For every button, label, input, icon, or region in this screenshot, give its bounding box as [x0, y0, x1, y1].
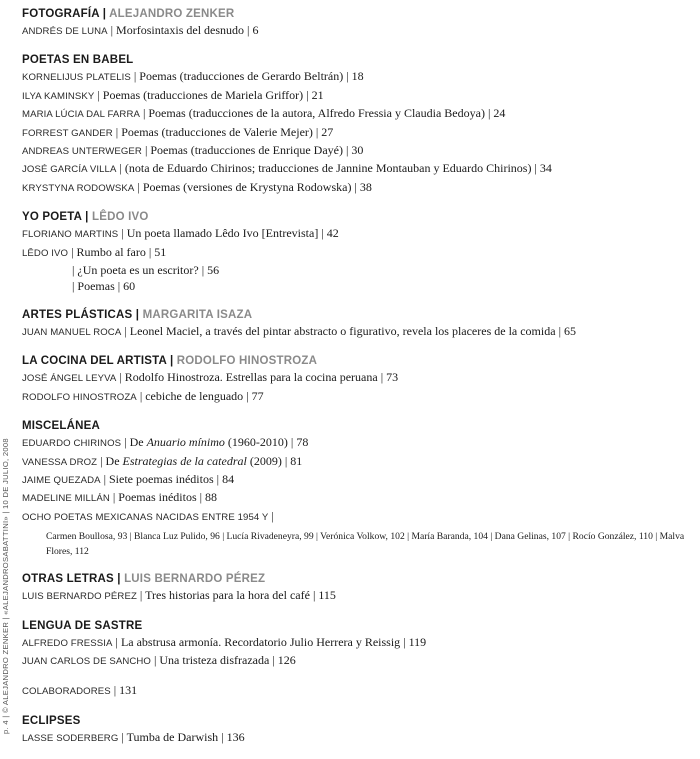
entry-author: FORREST GANDER	[22, 127, 113, 139]
section-heading	[22, 353, 698, 369]
group-item-name: Carmen Boullosa	[46, 531, 113, 543]
entry-page: 119	[408, 634, 427, 649]
table-of-contents	[22, 6, 698, 759]
group-item-page: 93	[117, 531, 128, 543]
section-editor: MARGARITA ISAZA	[142, 308, 253, 321]
section-title: MISCELÁNEA	[22, 420, 101, 433]
toc-section	[22, 52, 698, 197]
section-title: ARTES PLÁSTICAS	[22, 308, 133, 321]
entry-page: 38	[359, 179, 372, 194]
section-editor: RODOLFO HINOSTROZA	[176, 355, 318, 368]
toc-entry: | ¿Un poeta es un escritor? | 56	[72, 263, 220, 278]
toc-section	[22, 682, 698, 700]
group-item-page: 104	[473, 531, 488, 543]
entry-title: Poemas (traducciones de la autora, Alfredo Fressia y Claudia Bedoya)	[148, 106, 485, 121]
entry-page: 136	[226, 729, 245, 744]
section-editor: LÊDO IVO	[91, 211, 149, 224]
toc-section	[22, 571, 698, 605]
entry-title: (2009)	[246, 453, 282, 468]
section-heading	[22, 618, 698, 634]
section-heading	[22, 209, 698, 225]
entry-author: ANDREAS UNTERWEGER	[22, 146, 142, 158]
section-heading	[22, 713, 698, 729]
heading-separator: |	[81, 211, 92, 224]
entry-author: JOSÉ ÁNGEL LEYVA	[22, 373, 117, 385]
group-item-name: Verónica Volkow	[320, 531, 386, 543]
entry-title: Tumba de Darwish	[126, 729, 219, 744]
entry-page: 73	[386, 370, 399, 385]
entry-page: 6	[252, 23, 259, 37]
group-item-name: María Baranda	[411, 531, 469, 543]
group-item-page: 99	[304, 531, 314, 543]
section-editor: ALEJANDRO ZENKER	[109, 8, 235, 20]
entry-page: 27	[321, 124, 334, 139]
entry-page: 42	[326, 226, 339, 241]
entry-title: Morfosintaxis del desnudo	[116, 23, 245, 37]
entry-title: Poemas inéditos	[118, 490, 197, 505]
entry-title: Rodolfo Hinostroza. Estrellas para la cocina peruana	[124, 370, 378, 385]
section-title: ECLIPSES	[22, 714, 81, 727]
toc-entry: KORNELIJUS PLATELIS | Poemas (traducciones de Gerardo Beltrán) | 18	[22, 69, 364, 84]
entry-title: Un poeta llamado Lêdo Ivo [Entrevista]	[126, 226, 319, 241]
entry-title-italic: Anuario mínimo	[146, 435, 225, 450]
entry-author: LÊDO IVO	[22, 247, 69, 259]
heading-separator: |	[166, 355, 177, 368]
toc-entry: EDUARDO CHIRINOS | De Anuario mínimo (1960-2010) | 78	[22, 435, 309, 450]
toc-entry: FLORIANO MARTINS | Un poeta llamado Lêdo Ivo [Entrevista] | 42	[22, 226, 339, 241]
group-item-page: 107	[551, 531, 566, 543]
entry-author: COLABORADORES	[22, 686, 111, 698]
toc-section	[22, 353, 698, 406]
group-item-page: 102	[390, 531, 405, 543]
entry-author: FLORIANO MARTINS	[22, 229, 119, 241]
entry-page: 34	[539, 161, 552, 176]
sidebar-credit: p. 4 | © ALEJANDRO ZENKER | «ALEJANDROSABATTINI» | 10 DE JULIO, 2008	[1, 438, 10, 734]
heading-separator: |	[113, 573, 125, 586]
entry-author: JOSÉ GARCÍA VILLA	[22, 164, 117, 176]
toc-entry: ANDREAS UNTERWEGER | Poemas (traducciones de Enrique Dayé) | 30	[22, 143, 364, 158]
entry-page: 60	[123, 279, 136, 294]
entry-page: 115	[318, 588, 336, 603]
entry-page: 30	[351, 143, 364, 158]
entry-author: EDUARDO CHIRINOS	[22, 438, 122, 450]
toc-entry: LUIS BERNARDO PÉREZ | Tres historias para la hora del café | 115	[22, 588, 336, 603]
group-item-name: Malva Flores	[46, 531, 685, 557]
toc-entry: RODOLFO HINOSTROZA | cebiche de lenguado | 77	[22, 388, 264, 403]
entry-title: Poemas (traducciones de Valerie Mejer)	[121, 124, 313, 139]
entry-author: ILYA KAMINSKY	[22, 90, 95, 102]
entry-author: LASSE SODERBERG	[22, 732, 119, 744]
entry-page: 126	[277, 652, 296, 667]
group-list: Carmen Boullosa, 93 | Blanca Luz Pulido, 96 | Lucía Rivadeneyra, 99 | Verónica Volkow, 102 | María Baranda, 104 | Dana Gelinas, 107 | Rocío González, 110 | Malva Flores, 112	[46, 531, 685, 557]
entry-author: LUIS BERNARDO PÉREZ	[22, 591, 137, 603]
section-title: YO POETA	[22, 211, 82, 224]
toc-entry: ANDRÉS DE LUNA | Morfosintaxis del desnudo | 6	[22, 23, 259, 37]
section-heading	[22, 52, 698, 68]
section-title: POETAS EN BABEL	[22, 54, 134, 67]
entry-title-prefix: De	[105, 453, 123, 468]
entry-title: Leonel Maciel, a través del pintar abstracto o figurativo, revela los placeres de la comida	[129, 323, 556, 338]
group-item-name: Blanca Luz Pulido	[134, 531, 206, 543]
entry-author: ALFREDO FRESSIA	[22, 637, 113, 649]
entry-page: 81	[290, 453, 303, 468]
toc-entry: FORREST GANDER | Poemas (traducciones de Valerie Mejer) | 27	[22, 124, 334, 139]
toc-entry: JOSÉ GARCÍA VILLA | (nota de Eduardo Chirinos; traducciones de Jannine Montauban y Eduardo Chirinos) | 34	[22, 161, 552, 176]
heading-separator: |	[132, 308, 143, 321]
group-item-name: Lucía Rivadeneyra	[226, 531, 300, 543]
entry-title: Poemas	[77, 279, 115, 294]
heading-separator: |	[99, 8, 110, 20]
entry-page: 88	[205, 490, 218, 505]
toc-entry: MARIA LÚCIA DAL FARRA | Poemas (traducciones de la autora, Alfredo Fressia y Claudia Bedoya) | 24	[22, 106, 506, 121]
entry-title-prefix: De	[129, 435, 147, 450]
group-entry: OCHO POETAS MEXICANAS NACIDAS ENTRE 1954 Y |	[22, 508, 274, 523]
entry-author: JUAN CARLOS DE SANCHO	[22, 655, 151, 667]
entry-title: Tres historias para la hora del café	[145, 588, 310, 603]
entry-title: Poemas (versiones de Krystyna Rodowska)	[142, 179, 352, 194]
section-title: LA COCINA DEL ARTISTA	[22, 355, 167, 368]
toc-entry: VANESSA DROZ | De Estrategias de la catedral (2009) | 81	[22, 453, 303, 468]
toc-section	[22, 418, 698, 559]
section-title: LENGUA DE SASTRE	[22, 619, 143, 632]
group-item-page: 112	[74, 545, 89, 557]
entry-title: Siete poemas inéditos	[109, 471, 214, 486]
entry-title: (1960-2010)	[224, 435, 288, 450]
entry-title: Rumbo al faro	[76, 244, 146, 259]
entry-title: Poemas (traducciones de Enrique Dayé)	[150, 143, 343, 158]
section-title: FOTOGRAFÍA	[22, 8, 100, 20]
entry-title-italic: Estrategias de la catedral	[122, 453, 247, 468]
entry-author: KORNELIJUS PLATELIS	[22, 72, 131, 84]
toc-entry: LASSE SODERBERG | Tumba de Darwish | 136	[22, 729, 245, 744]
entry-page: 18	[351, 69, 364, 84]
entry-title: Poemas (traducciones de Gerardo Beltrán)	[139, 69, 344, 84]
group-item-page: 110	[638, 531, 653, 543]
section-heading	[22, 6, 698, 22]
group-label: OCHO POETAS MEXICANAS NACIDAS ENTRE 1954 Y	[22, 511, 269, 523]
entry-page: 51	[154, 244, 167, 259]
entry-author: JAIME QUEZADA	[22, 474, 101, 486]
section-editor: LUIS BERNARDO PÉREZ	[124, 573, 266, 586]
entry-author: KRYSTYNA RODOWSKA	[22, 182, 135, 194]
entry-title: (nota de Eduardo Chirinos; traducciones de Jannine Montauban y Eduardo Chirinos)	[124, 161, 532, 176]
toc-section	[22, 6, 698, 40]
entry-page: 78	[296, 435, 309, 450]
toc-section	[22, 618, 698, 671]
toc-entry: KRYSTYNA RODOWSKA | Poemas (versiones de Krystyna Rodowska) | 38	[22, 179, 372, 194]
entry-page: 77	[251, 388, 264, 403]
section-title: OTRAS LETRAS	[22, 573, 114, 586]
entry-page: 65	[563, 323, 576, 338]
entry-page: 84	[222, 471, 235, 486]
toc-section	[22, 713, 698, 747]
group-item-name: Rocío González	[572, 531, 635, 543]
entry-title: Una tristeza disfrazada	[159, 652, 270, 667]
toc-entry: | Poemas | 60	[72, 279, 136, 294]
toc-entry: JUAN MANUEL ROCA | Leonel Maciel, a través del pintar abstracto o figurativo, revela los placeres de la comida | 65	[22, 323, 576, 338]
entry-title: cebiche de lenguado	[145, 388, 244, 403]
entry-author: ANDRÉS DE LUNA	[22, 26, 108, 37]
entry-title: Poemas (traducciones de Mariela Griffor)	[102, 87, 304, 102]
entry-page: 21	[311, 87, 324, 102]
toc-entry: MADELINE MILLÁN | Poemas inéditos | 88	[22, 490, 218, 505]
entry-author: JUAN MANUEL ROCA	[22, 326, 122, 338]
group-item-page: 96	[210, 531, 220, 543]
toc-entry: JUAN CARLOS DE SANCHO | Una tristeza disfrazada | 126	[22, 652, 296, 667]
entry-page: 24	[493, 106, 506, 121]
toc-entry: JOSÉ ÁNGEL LEYVA | Rodolfo Hinostroza. Estrellas para la cocina peruana | 73	[22, 370, 399, 385]
toc-entry: COLABORADORES | 131	[22, 683, 138, 698]
entry-title: La abstrusa armonía. Recordatorio Julio Herrera y Reissig	[120, 634, 401, 649]
group-item-name: Dana Gelinas	[494, 531, 547, 543]
toc-section	[22, 209, 698, 295]
section-heading	[22, 418, 698, 434]
entry-author: RODOLFO HINOSTROZA	[22, 391, 137, 403]
entry-author: MARIA LÚCIA DAL FARRA	[22, 109, 140, 121]
entry-author: MADELINE MILLÁN	[22, 493, 110, 505]
toc-entry: ILYA KAMINSKY | Poemas (traducciones de Mariela Griffor) | 21	[22, 87, 324, 102]
toc-section	[22, 307, 698, 341]
section-heading	[22, 571, 698, 587]
entry-page: 131	[119, 683, 138, 698]
entry-title: ¿Un poeta es un escritor?	[77, 263, 199, 278]
toc-entry: JAIME QUEZADA | Siete poemas inéditos | 84	[22, 471, 235, 486]
entry-page: 56	[207, 263, 220, 278]
section-heading	[22, 307, 698, 323]
toc-entry: ALFREDO FRESSIA | La abstrusa armonía. Recordatorio Julio Herrera y Reissig | 119	[22, 634, 427, 649]
toc-entry: LÊDO IVO | Rumbo al faro | 51	[22, 244, 167, 259]
entry-author: VANESSA DROZ	[22, 456, 98, 468]
